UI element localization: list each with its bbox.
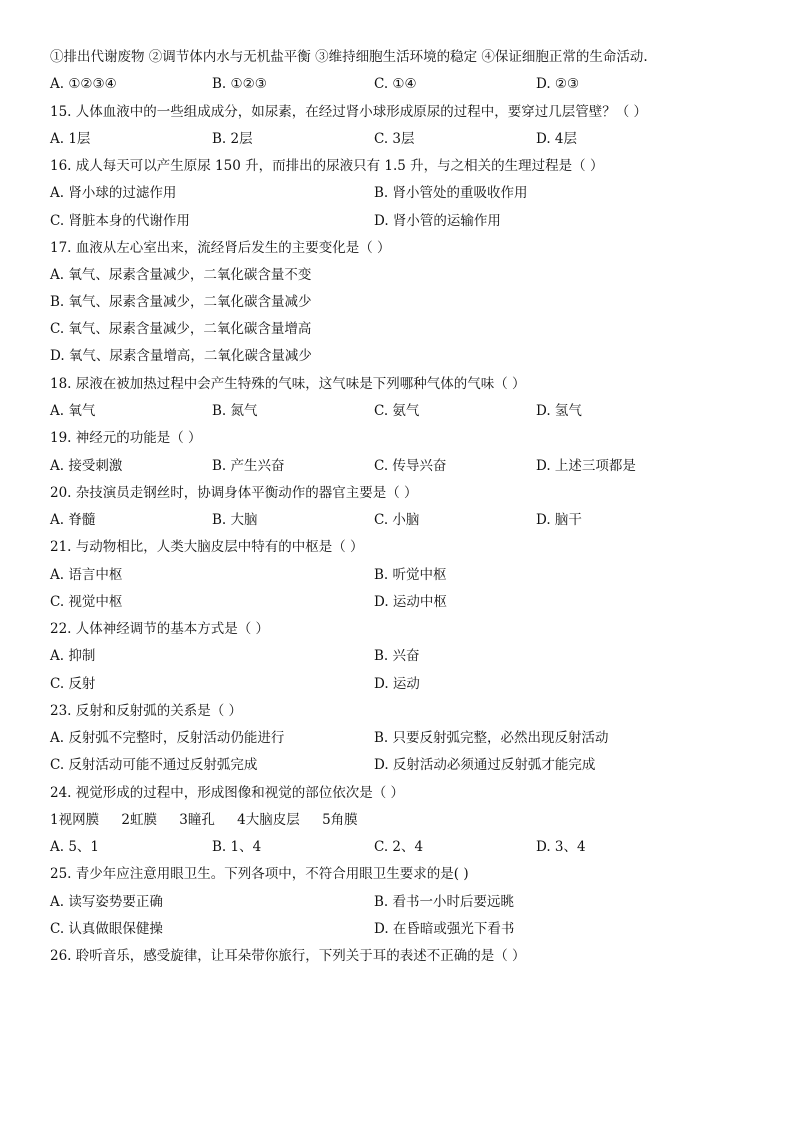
q21-option-a[interactable]: A. 语言中枢 [50, 567, 123, 583]
q15-option-d[interactable]: D. 4层 [536, 131, 578, 147]
q22-option-c[interactable]: C. 反射 [50, 676, 96, 692]
q23-option-a[interactable]: A. 反射弧不完整时，反射活动仍能进行 [50, 730, 285, 746]
q18-option-b[interactable]: B. 氮气 [212, 403, 258, 419]
q24-item-2: 2虹膜 [121, 812, 157, 828]
q18-option-c[interactable]: C. 氨气 [374, 403, 420, 419]
q15-option-b[interactable]: B. 2层 [212, 131, 253, 147]
q22-options-row2 [50, 674, 754, 694]
q20-option-c[interactable]: C. 小脑 [374, 512, 420, 528]
q22-option-a[interactable]: A. 抑制 [50, 648, 96, 664]
q24-item-1: 1视网膜 [50, 812, 100, 828]
q24-stem: 24. 视觉形成的过程中，形成图像和视觉的部位依次是（ ） [50, 785, 405, 801]
q14-option-d[interactable]: D. ②③ [536, 76, 580, 92]
q16-stem: 16. 成人每天可以产生原尿 150 升，而排出的尿液只有 1.5 升，与之相关的生理过程是（ ） [50, 158, 604, 174]
q19-option-d[interactable]: D. 上述三项都是 [536, 458, 636, 474]
q25-option-c[interactable]: C. 认真做眼保健操 [50, 921, 163, 937]
q21-option-c[interactable]: C. 视觉中枢 [50, 594, 123, 610]
q23-option-b[interactable]: B. 只要反射弧完整，必然出现反射活动 [374, 730, 609, 746]
q18-option-a[interactable]: A. 氧气 [50, 403, 96, 419]
q17-option-b[interactable]: B. 氧气、尿素含量减少，二氧化碳含量减少 [50, 294, 312, 310]
q17-option-c[interactable]: C. 氧气、尿素含量减少，二氧化碳含量增高 [50, 321, 312, 337]
q14-statement: ①排出代谢废物 ②调节体内水与无机盐平衡 ③维持细胞生活环境的稳定 ④保证细胞正常的生命活动. [50, 49, 648, 65]
q22-option-b[interactable]: B. 兴奋 [374, 648, 420, 664]
q23-options-row1 [50, 728, 754, 748]
q24-items [50, 810, 754, 830]
q24-item-5: 5角膜 [322, 812, 358, 828]
q16-option-d[interactable]: D. 肾小管的运输作用 [374, 213, 501, 229]
q16-option-c[interactable]: C. 肾脏本身的代谢作用 [50, 213, 190, 229]
q22-options-row1 [50, 646, 754, 666]
q24-option-a[interactable]: A. 5、1 [50, 839, 100, 855]
q20-option-a[interactable]: A. 脊髓 [50, 512, 96, 528]
q22-stem: 22. 人体神经调节的基本方式是（ ） [50, 621, 270, 637]
q18-stem: 18. 尿液在被加热过程中会产生特殊的气味，这气味是下列哪种气体的气味（ ） [50, 376, 526, 392]
q16-options-row2 [50, 211, 754, 231]
q24-options [50, 837, 754, 857]
q25-option-d[interactable]: D. 在昏暗或强光下看书 [374, 921, 515, 937]
q19-option-c[interactable]: C. 传导兴奋 [374, 458, 447, 474]
q15-option-a[interactable]: A. 1层 [50, 131, 91, 147]
q19-options [50, 456, 754, 476]
q16-option-b[interactable]: B. 肾小管处的重吸收作用 [374, 185, 528, 201]
q14-option-a[interactable]: A. ①②③④ [50, 76, 117, 92]
q21-options-row2 [50, 592, 754, 612]
q24-item-3: 3瞳孔 [179, 812, 215, 828]
q24-item-4: 4大脑皮层 [237, 812, 300, 828]
q15-options [50, 129, 754, 149]
q25-stem: 25. 青少年应注意用眼卫生。下列各项中，不符合用眼卫生要求的是( ) [50, 866, 469, 882]
q21-options-row1 [50, 565, 754, 585]
q19-option-a[interactable]: A. 接受刺激 [50, 458, 123, 474]
q23-stem: 23. 反射和反射弧的关系是（ ） [50, 703, 243, 719]
q19-option-b[interactable]: B. 产生兴奋 [212, 458, 285, 474]
q23-options-row2 [50, 755, 754, 775]
q14-options [50, 74, 754, 94]
q17-stem: 17. 血液从左心室出来，流经肾后发生的主要变化是（ ） [50, 240, 391, 256]
q15-option-c[interactable]: C. 3层 [374, 131, 415, 147]
q18-options [50, 401, 754, 421]
q25-option-b[interactable]: B. 看书一小时后要远眺 [374, 894, 515, 910]
q16-option-a[interactable]: A. 肾小球的过滤作用 [50, 185, 177, 201]
q24-option-c[interactable]: C. 2、4 [374, 839, 424, 855]
q24-option-d[interactable]: D. 3、4 [536, 839, 586, 855]
q24-option-b[interactable]: B. 1、4 [212, 839, 262, 855]
q21-option-b[interactable]: B. 听觉中枢 [374, 567, 447, 583]
q17-option-a[interactable]: A. 氧气、尿素含量减少，二氧化碳含量不变 [50, 267, 312, 283]
q25-options-row2 [50, 919, 754, 939]
q23-option-c[interactable]: C. 反射活动可能不通过反射弧完成 [50, 757, 258, 773]
q19-stem: 19. 神经元的功能是（ ） [50, 430, 202, 446]
q20-option-b[interactable]: B. 大脑 [212, 512, 258, 528]
q22-option-d[interactable]: D. 运动 [374, 676, 420, 692]
q14-option-b[interactable]: B. ①②③ [212, 76, 267, 92]
q21-option-d[interactable]: D. 运动中枢 [374, 594, 447, 610]
q17-option-d[interactable]: D. 氧气、尿素含量增高，二氧化碳含量减少 [50, 348, 312, 364]
q20-option-d[interactable]: D. 脑干 [536, 512, 582, 528]
q20-stem: 20. 杂技演员走钢丝时，协调身体平衡动作的器官主要是（ ） [50, 485, 418, 501]
q23-option-d[interactable]: D. 反射活动必须通过反射弧才能完成 [374, 757, 596, 773]
q25-option-a[interactable]: A. 读写姿势要正确 [50, 894, 163, 910]
q18-option-d[interactable]: D. 氢气 [536, 403, 582, 419]
q25-options-row1 [50, 892, 754, 912]
q16-options-row1 [50, 183, 754, 203]
q21-stem: 21. 与动物相比，人类大脑皮层中特有的中枢是（ ） [50, 539, 364, 555]
q20-options [50, 510, 754, 530]
q14-option-c[interactable]: C. ①④ [374, 76, 417, 92]
q26-stem: 26. 聆听音乐，感受旋律，让耳朵带你旅行，下列关于耳的表述不正确的是（ ） [50, 948, 526, 964]
q15-stem: 15. 人体血液中的一些组成成分，如尿素，在经过肾小球形成原尿的过程中，要穿过几层管壁？（ ） [50, 104, 648, 120]
